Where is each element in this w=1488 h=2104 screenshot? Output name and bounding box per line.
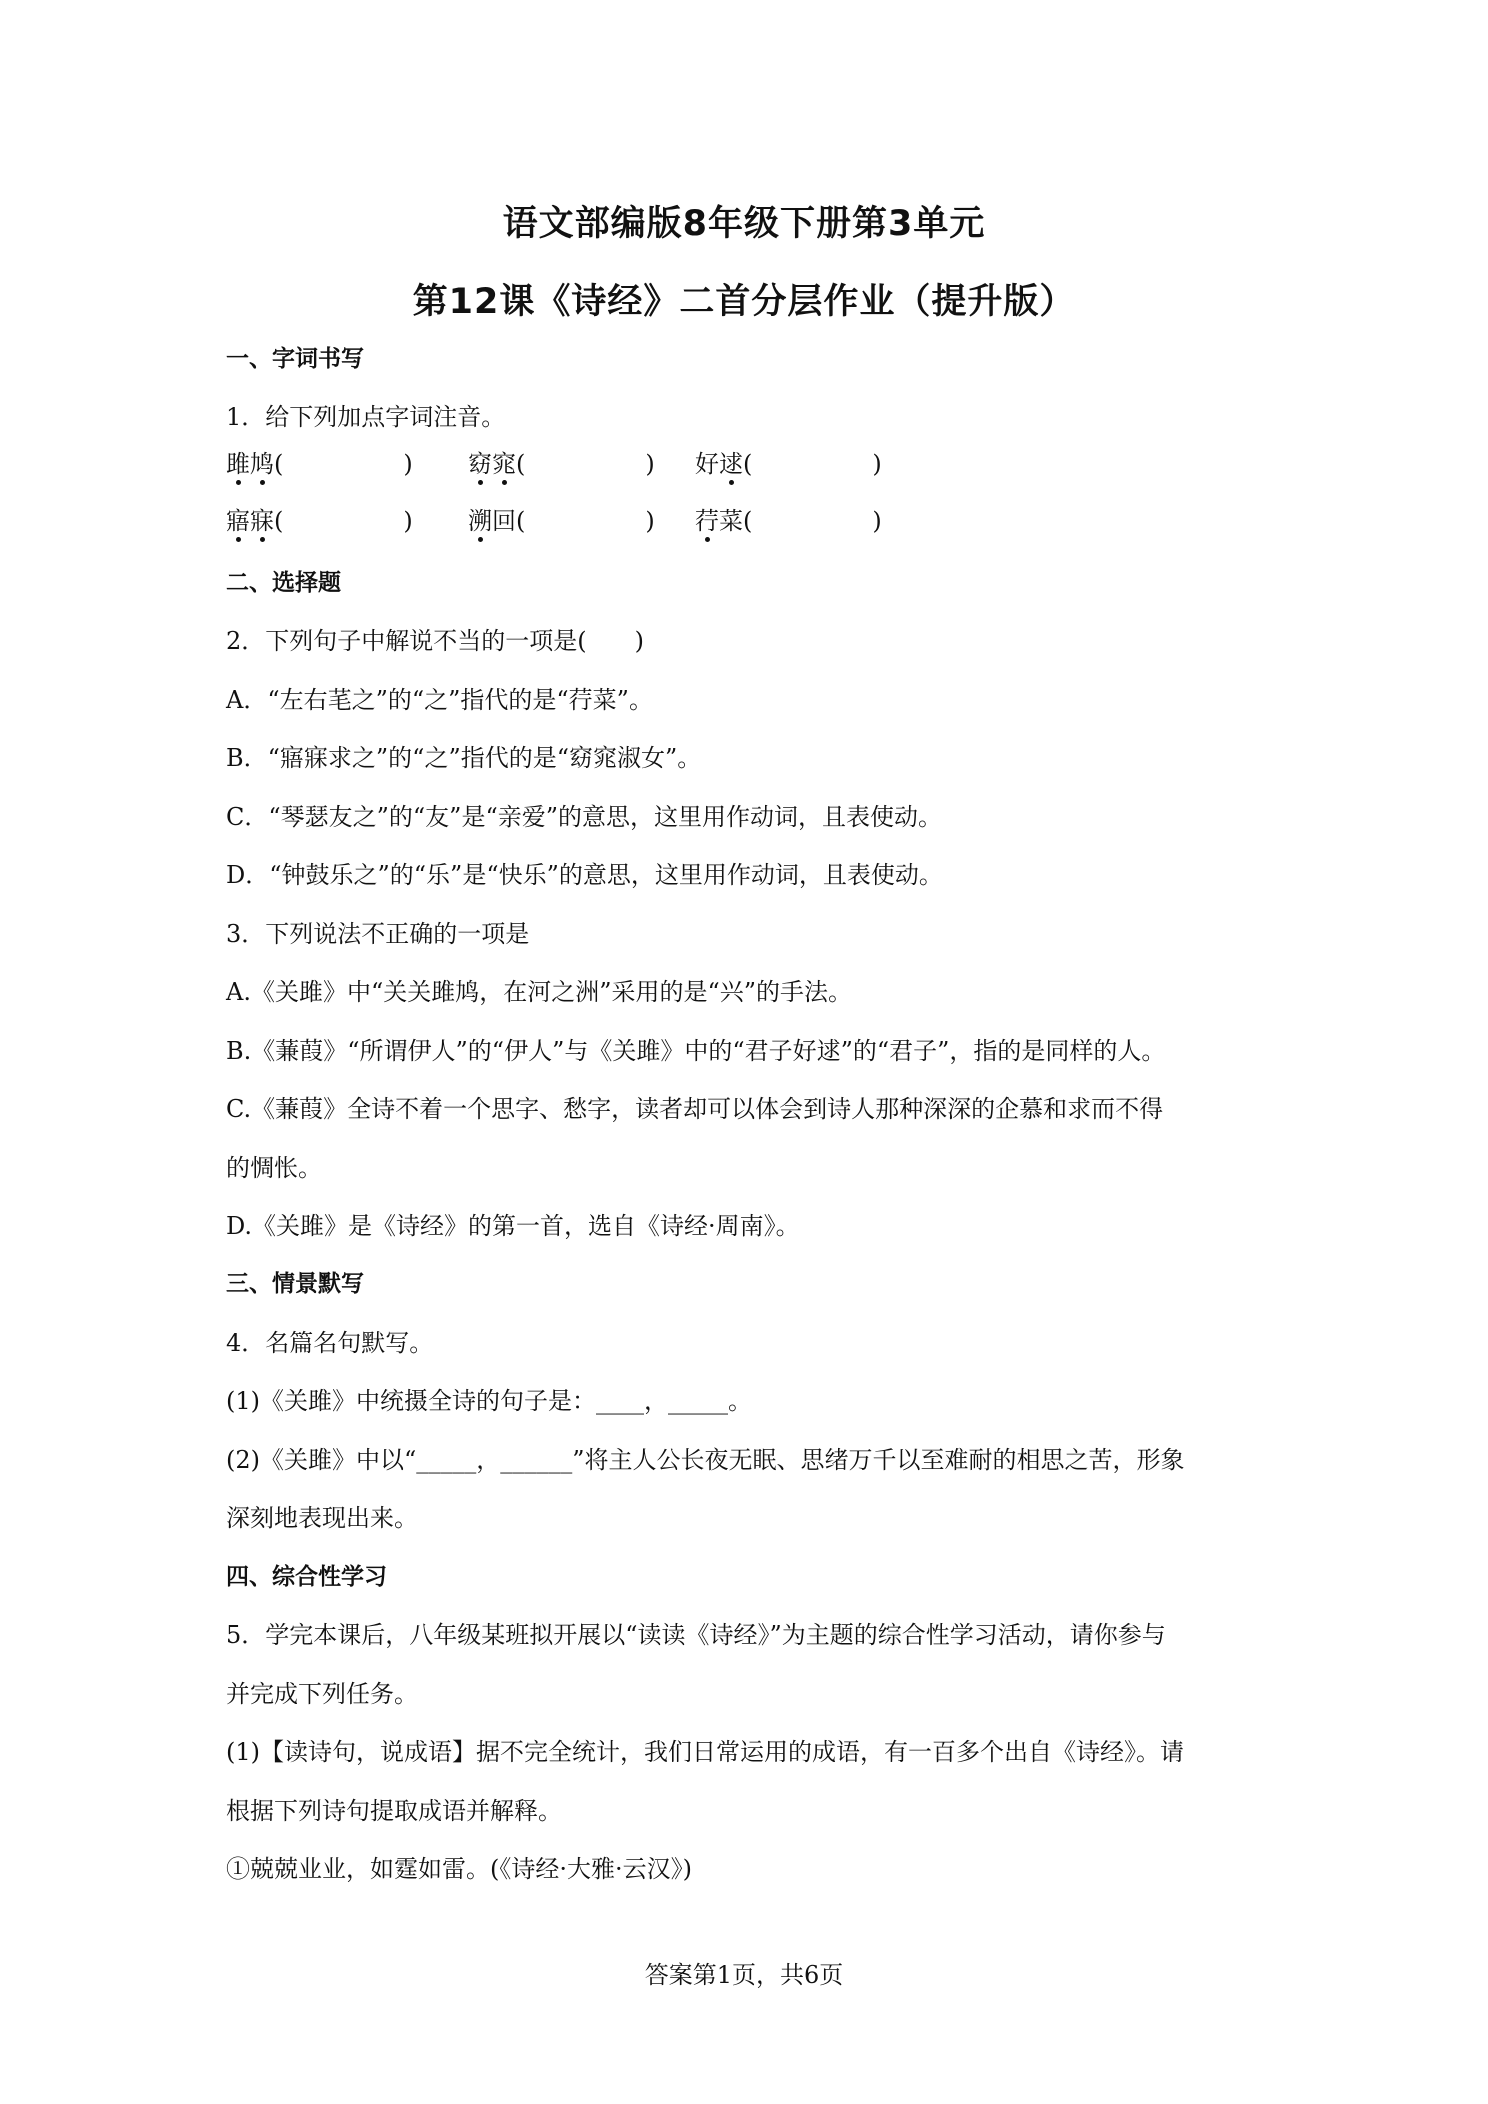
question-5-part-1-item: ①兢兢业业，如霆如雷。(《诗经·大雅·云汉》) [226,1855,692,1883]
question-3: 3．下列说法不正确的一项是 [226,920,530,948]
page-footer: 答案第1页，共6页 [644,1961,844,1989]
vocab-item [695,447,882,481]
dotted-char: 鸠 [250,447,274,481]
dotted-char: 逑 [719,447,743,481]
plain-char: 菜 [719,507,743,535]
question-4-part-2-cont: 深刻地表现出来。 [226,1504,418,1532]
question-2: 2．下列句子中解说不当的一项是( ) [226,627,644,655]
pinyin-blank: ( ) [516,450,655,478]
pinyin-blank: ( ) [274,450,413,478]
doc-title-line2: 第12课《诗经》二首分层作业（提升版） [412,282,1076,322]
vocab-item [468,447,655,481]
plain-char: 回 [492,507,516,535]
question-3-option-d: D.《关雎》是《诗经》的第一首，选自《诗经·周南》。 [226,1212,800,1240]
pinyin-blank: ( ) [743,450,882,478]
question-1: 1．给下列加点字词注音。 [226,403,506,431]
section-heading-4: 四、综合性学习 [226,1564,387,1590]
question-3-option-a: A.《关雎》中“关关雎鸠，在河之洲”采用的是“兴”的手法。 [226,978,853,1006]
section-heading-3: 三、情景默写 [226,1271,364,1297]
question-2-option-b: B．“寤寐求之”的“之”指代的是“窈窕淑女”。 [226,744,702,772]
pinyin-blank: ( ) [516,507,655,535]
dotted-char: 雎 [226,447,250,481]
question-3-option-b: B.《蒹葭》“所谓伊人”的“伊人”与《关雎》中的“君子好逑”的“君子”，指的是同样的人。 [226,1037,1166,1065]
question-3-option-c-cont: 的惆怅。 [226,1154,322,1182]
question-4-part-2: (2)《关雎》中以“_____，______”将主人公长夜无眠、思绪万千以至难耐的相思之苦，形象 [226,1446,1185,1474]
section-heading-1: 一、字词书写 [226,346,364,372]
section-heading-2: 二、选择题 [226,570,341,596]
question-4: 4．名篇名句默写。 [226,1329,434,1357]
dotted-char: 寤 [226,504,250,538]
vocab-item [468,504,655,538]
plain-char: 好 [695,450,719,478]
vocab-item [226,447,413,481]
dotted-char: 荇 [695,504,719,538]
question-5: 5．学完本课后，八年级某班拟开展以“读读《诗经》”为主题的综合性学习活动，请你参与 [226,1621,1166,1649]
doc-title-line1: 语文部编版8年级下册第3单元 [502,204,986,244]
question-4-part-1: (1)《关雎》中统摄全诗的句子是：____，_____。 [226,1387,752,1415]
dotted-char: 窈 [468,447,492,481]
pinyin-blank: ( ) [743,507,882,535]
vocab-item [695,504,882,538]
pinyin-blank: ( ) [274,507,413,535]
question-3-option-c: C.《蒹葭》全诗不着一个思字、愁字，读者却可以体会到诗人那种深深的企慕和求而不得 [226,1095,1164,1123]
question-2-option-a: A．“左右芼之”的“之”指代的是“荇菜”。 [226,686,653,714]
question-2-option-d: D．“钟鼓乐之”的“乐”是“快乐”的意思，这里用作动词，且表使动。 [226,861,943,889]
dotted-char: 寐 [250,504,274,538]
question-5-cont: 并完成下列任务。 [226,1680,418,1708]
question-2-option-c: C．“琴瑟友之”的“友”是“亲爱”的意思，这里用作动词，且表使动。 [226,803,942,831]
vocab-item [226,504,413,538]
question-5-part-1: (1)【读诗句，说成语】据不完全统计，我们日常运用的成语，有一百多个出自《诗经》。请 [226,1738,1184,1766]
dotted-char: 溯 [468,504,492,538]
dotted-char: 窕 [492,447,516,481]
question-5-part-1-cont: 根据下列诗句提取成语并解释。 [226,1797,562,1825]
